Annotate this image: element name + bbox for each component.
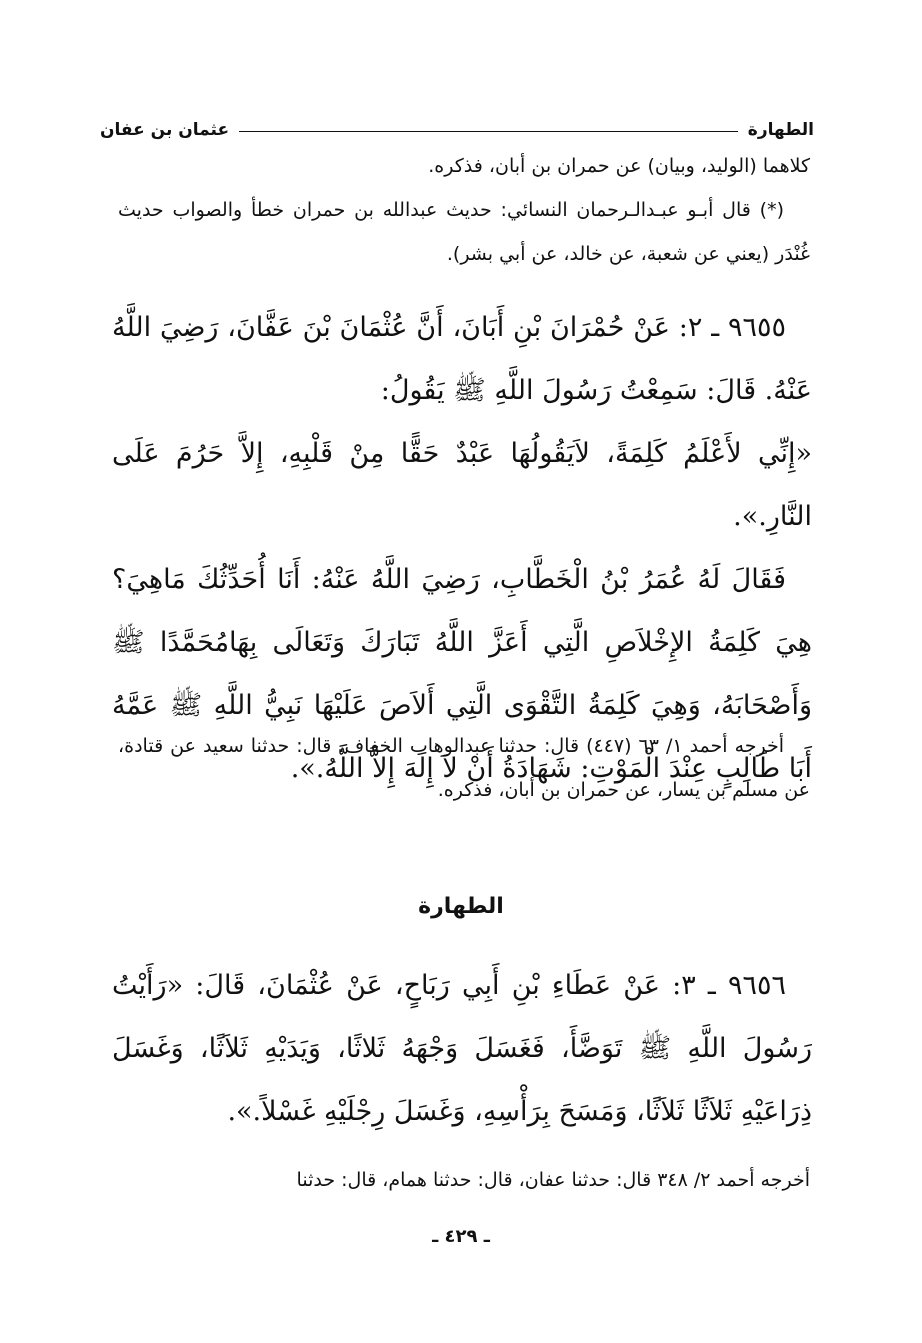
section-title: الطهارة	[418, 894, 504, 919]
page-number: ـ ٤٢٩ ـ	[432, 1226, 490, 1247]
hadith-9656-text: ٩٦٥٦ ـ ٣: عَنْ عَطَاءِ بْنِ أَبِي رَبَاحٍ، عَنْ عُثْمَانَ، قَالَ: «رَأَيْتُ رَسُولَ اللَّهِ ﷺ تَوَضَّأَ، فَغَسَلَ وَجْهَهُ ثَلاثًا، وَيَدَيْهِ ثَلاَثًا، وَغَسَلَ ذِرَاعَيْهِ ثَلاَثًا ثَلاَثًا، وَمَسَحَ بِرَأْسِهِ، وَغَسَلَ رِجْلَيْهِ غَسْلاً.».	[112, 970, 812, 1127]
running-header	[100, 104, 814, 140]
header-section: الطهارة	[747, 120, 814, 140]
footnote-block-top	[118, 144, 810, 276]
footnote-line-1: كلاهما (الوليد، وبيان) عن حمران بن أبان، فذكره.	[428, 155, 810, 177]
hadith-9655-reply: فَقَالَ لَهُ عُمَرُ بْنُ الْخَطَّابِ، رَضِيَ اللَّهُ عَنْهُ: أَنَا أُحَدِّثُكَ مَاهِيَ؟ هِيَ كَلِمَةُ الإِخْلاَصِ الَّتِي أَعَزَّ اللَّهُ تَبَارَكَ وَتَعَالَى بِهَامُحَمَّدًا ﷺ وَأَصْحَابَهُ، وَهِيَ كَلِمَةُ التَّقْوَى الَّتِي أَلاَصَ عَلَيْهَا نَبِيُّ اللَّهِ ﷺ عَمَّهُ أَبَا طَالِبٍ عِنْدَ الْمَوْتِ: شَهَادَةُ أَنْ لاَ إِلَهَ إِلاَّ اللَّهُ.».	[112, 564, 812, 784]
footnote-line-2: (*) قال أبـو عبـدالـرحمان النسائي: حديث عبدالله بن حمران خطأ والصواب حديث غُنْدَر (يعني عن شعبة، عن خالد، عن أبي بشر).	[118, 199, 810, 265]
takhrij-9656	[118, 1158, 810, 1202]
takhrij-9656-text: أخرجه أحمد ٢/ ٣٤٨ قال: حدثنا عفان، قال: حدثنا همام، قال: حدثنا	[296, 1169, 810, 1191]
hadith-9656	[112, 954, 812, 1143]
hadith-9655-intro: ٩٦٥٥ ـ ٢: عَنْ حُمْرَانَ بْنِ أَبَانَ، أَنَّ عُثْمَانَ بْنَ عَفَّانَ، رَضِيَ اللَّهُ عَنْهُ. قَالَ: سَمِعْتُ رَسُولَ اللَّهِ ﷺ يَقُولُ:	[112, 312, 812, 406]
takhrij-9655	[118, 724, 810, 812]
takhrij-9655-text: أخرجه أحمد ١/ ٦٣ (٤٤٧) قال: حدثنا عبدالوهاب الخفاف، قال: حدثنا سعيد عن قتادة، عن مسلم بن يسار، عن حمران بن أبان، فذكره.	[118, 735, 810, 801]
hadith-9655-quote: «إِنِّي لأَعْلَمُ كَلِمَةً، لاَيَقُولُهَا عَبْدٌ حَقًّا مِنْ قَلْبِهِ، إِلاَّ حَرُمَ عَلَى النَّارِ.».	[112, 438, 812, 532]
header-chapter: عثمان بن عفان	[100, 120, 230, 140]
header-rule	[239, 131, 738, 132]
